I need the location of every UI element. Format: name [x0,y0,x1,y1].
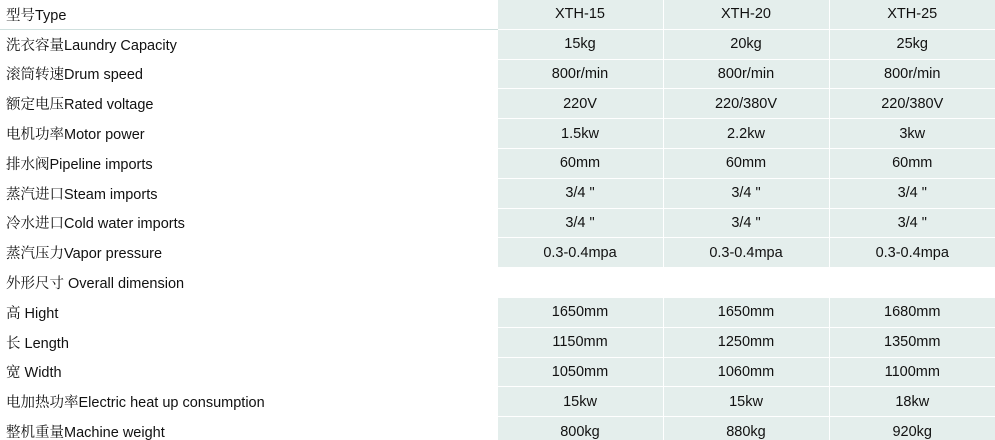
cell-value: 220/380V [663,89,829,119]
cell-value: 18kw [829,387,995,417]
cell-value: 800r/min [497,59,663,89]
table-row [0,238,995,268]
column-header-model: XTH-25 [829,0,995,29]
table-row [0,89,995,119]
cell-value: 220/380V [829,89,995,119]
cell-value: 2.2kw [663,119,829,149]
row-label: 额定电压Rated voltage [0,89,497,119]
column-header-model: XTH-15 [497,0,663,29]
cell-value: 3/4 " [829,178,995,208]
cell-value: 1050mm [497,357,663,387]
cell-value: 800r/min [663,59,829,89]
row-label: 滚筒转速Drum speed [0,59,497,89]
cell-value: 0.3-0.4mpa [663,238,829,268]
table-row [0,357,995,387]
cell-value: 880kg [663,417,829,440]
cell-value: 60mm [829,148,995,178]
row-label: 蒸汽进口Steam imports [0,178,497,208]
section-label: 外形尺寸 Overall dimension [0,268,995,298]
cell-value: 800r/min [829,59,995,89]
row-label: 宽 Width [0,357,497,387]
cell-value: 20kg [663,29,829,59]
cell-value: 0.3-0.4mpa [829,238,995,268]
row-label: 电机功率Motor power [0,119,497,149]
row-label: 高 Hight [0,297,497,327]
cell-value: 3/4 " [829,208,995,238]
cell-value: 3/4 " [497,208,663,238]
row-label: 冷水进口Cold water imports [0,208,497,238]
cell-value: 920kg [829,417,995,440]
column-header-model: XTH-20 [663,0,829,29]
cell-value: 1680mm [829,297,995,327]
cell-value: 1100mm [829,357,995,387]
table-row [0,0,995,29]
cell-value: 15kw [497,387,663,417]
table-row [0,119,995,149]
row-label: 电加热功率Electric heat up consumption [0,387,497,417]
table-row [0,297,995,327]
table-row [0,268,995,298]
row-label: 整机重量Machine weight [0,417,497,440]
cell-value: 25kg [829,29,995,59]
row-label: 洗衣容量Laundry Capacity [0,29,497,59]
cell-value: 3/4 " [497,178,663,208]
cell-value: 1060mm [663,357,829,387]
cell-value: 1.5kw [497,119,663,149]
cell-value: 3/4 " [663,208,829,238]
cell-value: 1350mm [829,327,995,357]
table-row [0,29,995,59]
row-label: 排水阀Pipeline imports [0,148,497,178]
table-row [0,417,995,440]
cell-value: 1650mm [663,297,829,327]
cell-value: 220V [497,89,663,119]
cell-value: 0.3-0.4mpa [497,238,663,268]
table-row [0,208,995,238]
cell-value: 60mm [497,148,663,178]
cell-value: 15kg [497,29,663,59]
cell-value: 1150mm [497,327,663,357]
table-row [0,327,995,357]
cell-value: 1650mm [497,297,663,327]
row-label: 长 Length [0,327,497,357]
cell-value: 15kw [663,387,829,417]
cell-value: 60mm [663,148,829,178]
cell-value: 3/4 " [663,178,829,208]
table-row [0,178,995,208]
table-row [0,148,995,178]
cell-value: 1250mm [663,327,829,357]
cell-value: 3kw [829,119,995,149]
table-row [0,59,995,89]
cell-value: 800kg [497,417,663,440]
column-header-label: 型号Type [0,0,497,29]
row-label: 蒸汽压力Vapor pressure [0,238,497,268]
table-row [0,387,995,417]
